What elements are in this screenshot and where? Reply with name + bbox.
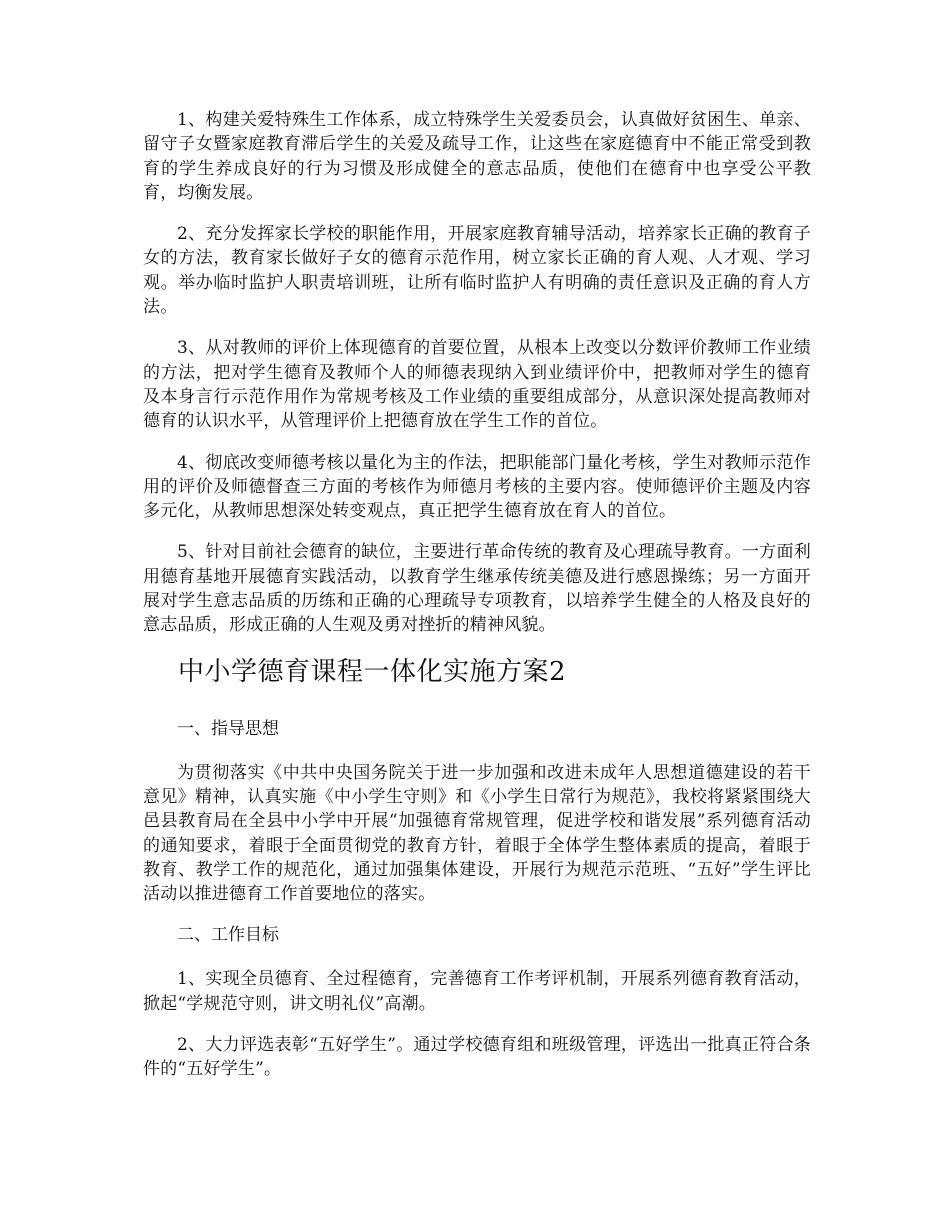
paragraph-2: 2、充分发挥家长学校的职能作用，开展家庭教育辅导活动，培养家长正确的教育子女的方法，教育家长做好子女的德育示范作用，树立家长正确的育人观、人才观、学习观。举办临时监护人职责培训班，让所有临时监护人有明确的责任意识及正确的育人方法。 <box>143 224 811 318</box>
paragraph-goal-1: 1、实现全员德育、全过程德育，完善德育工作考评机制，开展系列德育教育活动，掀起“学规范守则，讲文明礼仪”高潮。 <box>143 969 811 1014</box>
section-heading: 中小学德育课程一体化实施方案2 <box>178 656 567 687</box>
paragraph-4: 4、彻底改变师德考核以量化为主的作法，把职能部门量化考核，学生对教师示范作用的评价及师德督查三方面的考核作为师德月考核的主要内容。使师德评价主题及内容多元化，从教师思想深处转变观点，真正把学生德育放在育人的首位。 <box>143 452 811 522</box>
paragraph-goal-2: 2、大力评选表彰“五好学生”。通过学校德育组和班级管理，评选出一批真正符合条件的“五好学生”。 <box>143 1035 811 1080</box>
paragraph-1: 1、构建关爱特殊生工作体系，成立特殊学生关爱委员会，认真做好贫困生、单亲、留守子女暨家庭教育滞后学生的关爱及疏导工作，让这些在家庭德育中不能正常受到教育的学生养成良好的行为习惯及形成健全的意志品质，使他们在德育中也享受公平教育，均衡发展。 <box>143 110 811 203</box>
paragraph-5: 5、针对目前社会德育的缺位，主要进行革命传统的教育及心理疏导教育。一方面利用德育基地开展德育实践活动，以教育学生继承传统美德及进行感恩操练；另一方面开展对学生意志品质的历练和正确的心理疏导专项教育，以培养学生健全的人格及良好的意志品质，形成正确的人生观及勇对挫折的精神风貌。 <box>143 542 811 636</box>
section-label-guiding-ideology: 一、指导思想 <box>177 718 279 739</box>
paragraph-guiding-ideology: 为贯彻落实《中共中央国务院关于进一步加强和改进未成年人思想道德建设的若干意见》精神，认真实施《中小学生守则》和《小学生日常行为规范》，我校将紧紧围绕大邑县教育局在全县中小学中开展“加强德育常规管理，促进学校和谐发展”系列德育活动的通知要求，着眼于全面贯彻党的教育方针，着眼于全体学生整体素质的提高，着眼于教育、教学工作的规范化，通过加强集体建设，开展行为规范示范班、“五好”学生评比活动以推进德育工作首要地位的落实。 <box>143 762 811 905</box>
document-page <box>143 108 811 1099</box>
section-label-work-goals: 二、工作目标 <box>177 925 279 946</box>
paragraph-3: 3、从对教师的评价上体现德育的首要位置，从根本上改变以分数评价教师工作业绩的方法，把对学生德育及教师个人的师德表现纳入到业绩评价中，把教师对学生的德育及本身言行示范作用作为常规考核及工作业绩的重要组成部分，从意识深处提高教师对德育的认识水平，从管理评价上把德育放在学生工作的首位。 <box>143 338 811 432</box>
